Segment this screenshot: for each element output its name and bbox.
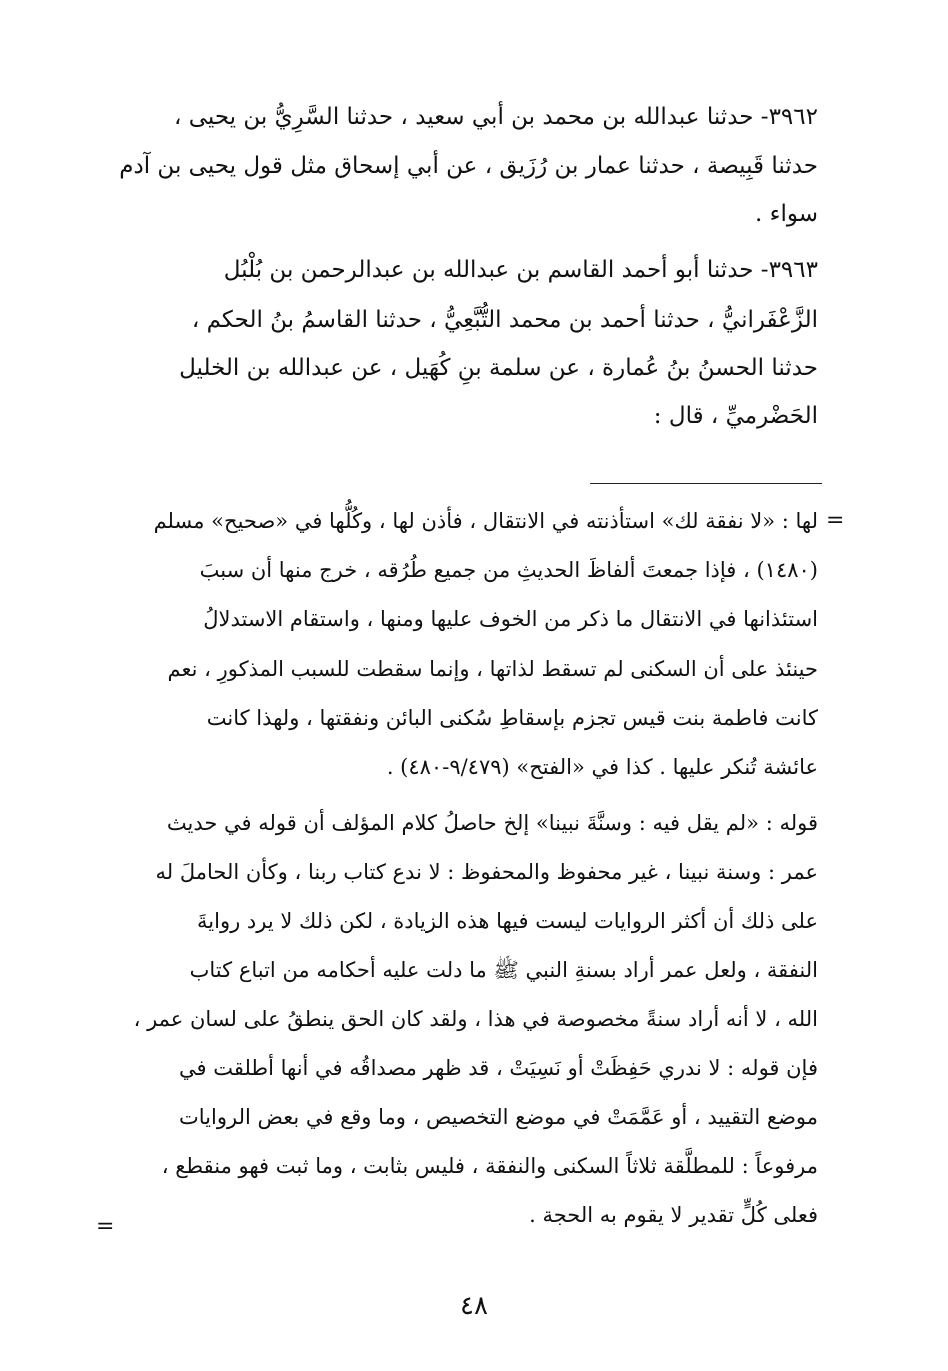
- footnote-p1-line-4: حينئذ على أن السكنى لم تسقط لذاتها ، وإنما سقطت للسبب المذكورِ ، نعم: [167, 657, 818, 681]
- footnote-p2-line-8: مرفوعاً : للمطلَّقة ثلاثاً السكنى والنفقة ، فليس بثابت ، وما ثبت فهو منقطع ،: [161, 1154, 818, 1178]
- footnote-end-marker: =: [96, 1214, 115, 1239]
- footnote-p1-line-6: عائشة تُنكر عليها . كذا في «الفتح» (٩/٤٧٩-٤٨٠) .: [386, 755, 818, 779]
- footnote-p1-line-2: (١٤٨٠) ، فإذا جمعتَ ألفاظَ الحديثِ من جميع طُرُقه ، خرج منها أن سببَ: [199, 558, 818, 582]
- footnote-p2-line-7: موضع التقييد ، أو عَمَّمَتْ في موضع التخصيص ، وما وقع في بعض الروايات: [179, 1105, 818, 1129]
- footnote-p1-line-5: كانت فاطمة بنت قيس تجزم بإسقاطِ سُكنى البائن ونفقتها ، ولهذا كانت: [206, 706, 818, 730]
- footnote-p1-line-3: استئذانها في الانتقال ما ذكر من الخوف عليها ومنها ، واستقام الاستدلالُ: [203, 607, 818, 631]
- footnote-p2-line-9: فعلى كُلٍّ تقدير لا يقوم به الحجة .: [529, 1203, 818, 1227]
- hadith-3963-line-2: الزَّعْفَرانيُّ ، حدثنا أحمد بن محمد التُّبَّعِيُّ ، حدثنا القاسمُ بنُ الحكم ،: [191, 307, 818, 333]
- hadith-3962-line-2: حدثنا قَبِيصة ، حدثنا عمار بن رُزَيق ، عن أبي إسحاق مثل قول يحيى بن آدم: [119, 153, 818, 179]
- footnote-p2-line-6: فإن قوله : لا ندري حَفِظَتْ أو نَسِيَتْ ، قد ظهر مصداقُه في أنها أطلقت في: [178, 1056, 818, 1080]
- page-number: ٤٨: [460, 1291, 488, 1321]
- hadith-3963-line-3: حدثنا الحسنُ بنُ عُمارة ، عن سلمة بنِ كُهَيل ، عن عبدالله بن الخليل: [179, 355, 818, 381]
- hadith-3963-line-4: الحَضْرميِّ ، قال :: [653, 403, 818, 429]
- footnote-p2-line-1: قوله : «لم يقل فيه : وسنَّةَ نبينا» إلخ حاصلُ كلام المؤلف أن قوله في حديث: [166, 811, 818, 835]
- footnote-separator: [590, 483, 822, 484]
- hadith-3962-line-3: سواء .: [755, 201, 818, 227]
- footnote-p2-line-2: عمر : وسنة نبينا ، غير محفوظ والمحفوظ : لا ندع كتاب ربنا ، وكأن الحاملَ له: [155, 860, 818, 884]
- footnote-p1-line-1: لها : «لا نفقة لك» استأذنته في الانتقال ، فأذن لها ، وكُلُّها في «صحيح» مسلم: [153, 509, 818, 533]
- hadith-3962-line-1: ٣٩٦٢- حدثنا عبدالله بن محمد بن أبي سعيد ، حدثنا السَّرِيُّ بن يحيى ،: [173, 104, 818, 130]
- footnote-continuation-marker: =: [826, 508, 845, 533]
- footnote-p2-line-5: الله ، لا أنه أراد سنةً مخصوصة في هذا ، ولقد كان الحق ينطقُ على لسان عمر ،: [133, 1007, 818, 1031]
- footnote-p2-line-4: النفقة ، ولعل عمر أراد بسنةِ النبي ﷺ ما دلت عليه أحكامه من اتباع كتاب: [189, 958, 818, 982]
- footnote-p2-line-3: على ذلك أن أكثر الروايات ليست فيها هذه الزيادة ، لكن ذلك لا يرد روايةَ: [197, 909, 818, 933]
- hadith-3963-line-1: ٣٩٦٣- حدثنا أبو أحمد القاسم بن عبدالله بن عبدالرحمن بن بُلْبُل: [223, 257, 818, 283]
